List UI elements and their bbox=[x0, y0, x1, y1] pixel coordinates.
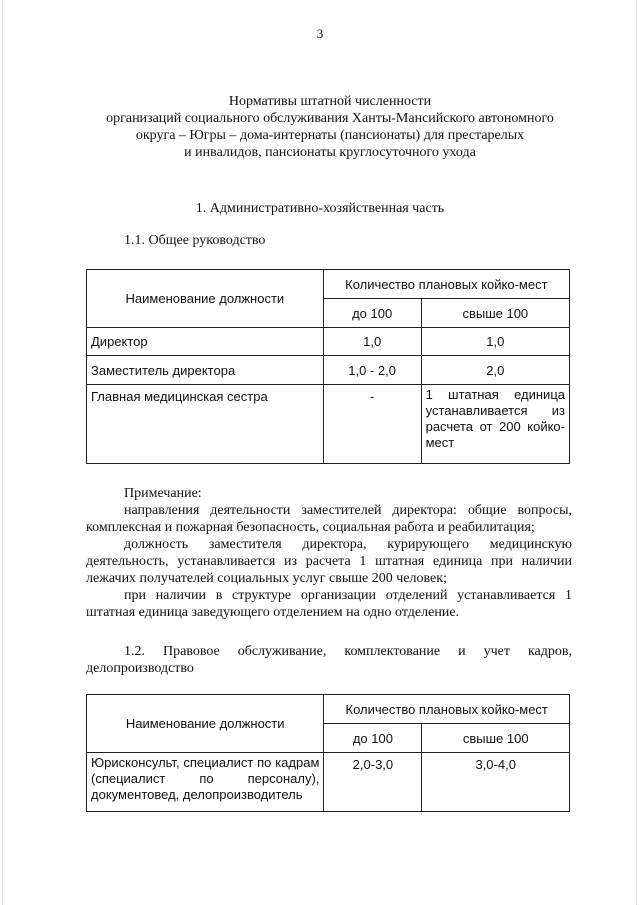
position-name: Юрисконсульт, специалист по кадрам (специалист по персоналу), документовед, делопроизводитель bbox=[87, 753, 324, 812]
note-paragraph: должность заместителя директора, курирующего медицинскую деятельность, устанавливается из расчета 1 штатная единица при наличии лежачих получателей социальных услуг свыше 200 человек; bbox=[86, 537, 572, 586]
value-over-100: 2,0 bbox=[421, 356, 569, 385]
title-line: и инвалидов, пансионаты круглосуточного ухода bbox=[184, 145, 476, 160]
note-paragraph: при наличии в структуре организации отделений устанавливается 1 штатная единица заведующего отделением на одно отделение. bbox=[86, 588, 572, 620]
title-line: организаций социального обслуживания Ханты-Мансийского автономного bbox=[106, 111, 554, 126]
header-up-to-100: до 100 bbox=[324, 724, 422, 753]
table-row bbox=[87, 385, 570, 464]
scan-margin-left bbox=[2, 0, 4, 905]
scan-margin-right bbox=[636, 0, 638, 905]
title-line: округа – Югры – дома-интернаты (пансионаты) для престарелых bbox=[135, 128, 525, 143]
table-row bbox=[87, 356, 570, 385]
header-bed-count: Количество плановых койко-мест bbox=[323, 270, 569, 299]
note-block bbox=[86, 485, 572, 621]
position-name: Заместитель директора bbox=[87, 356, 324, 385]
position-name: Главная медицинская сестра bbox=[87, 385, 324, 464]
value-up-to-100: 1,0 bbox=[323, 328, 421, 356]
note-title: Примечание: bbox=[124, 486, 202, 501]
position-name: Директор bbox=[87, 328, 324, 356]
table-row bbox=[87, 753, 570, 812]
value-over-100: 3,0-4,0 bbox=[422, 753, 570, 812]
header-position-name: Наименование должности bbox=[87, 695, 324, 753]
value-up-to-100: 2,0-3,0 bbox=[324, 753, 422, 812]
subsection-heading-general-management: 1.1. Общее руководство bbox=[124, 233, 266, 248]
document-title bbox=[60, 93, 600, 161]
staffing-table-legal-hr bbox=[86, 694, 570, 812]
header-bed-count: Количество плановых койко-мест bbox=[324, 695, 570, 724]
page-number: 3 bbox=[316, 26, 324, 41]
value-over-100: 1,0 bbox=[421, 328, 569, 356]
table-row bbox=[87, 328, 570, 356]
header-position-name: Наименование должности bbox=[87, 270, 324, 328]
note-paragraph: направления деятельности заместителей директора: общие вопросы, комплексная и пожарная безопасность, социальная работа и реабилитация; bbox=[86, 503, 572, 535]
header-up-to-100: до 100 bbox=[323, 299, 421, 328]
header-over-100: свыше 100 bbox=[421, 299, 569, 328]
subsection-heading-legal-hr: 1.2. Правовое обслуживание, комплектование и учет кадров, делопроизводство bbox=[86, 644, 572, 676]
title-line: Нормативы штатной численности bbox=[228, 94, 432, 109]
section-heading: 1. Административно-хозяйственная часть bbox=[195, 201, 445, 216]
header-over-100: свыше 100 bbox=[422, 724, 570, 753]
value-up-to-100: 1,0 - 2,0 bbox=[323, 356, 421, 385]
value-over-100: 1 штатная единица устанавливается из расчета от 200 койко-мест bbox=[421, 385, 569, 464]
value-up-to-100: - bbox=[323, 385, 421, 464]
staffing-table-general-management bbox=[86, 269, 570, 464]
